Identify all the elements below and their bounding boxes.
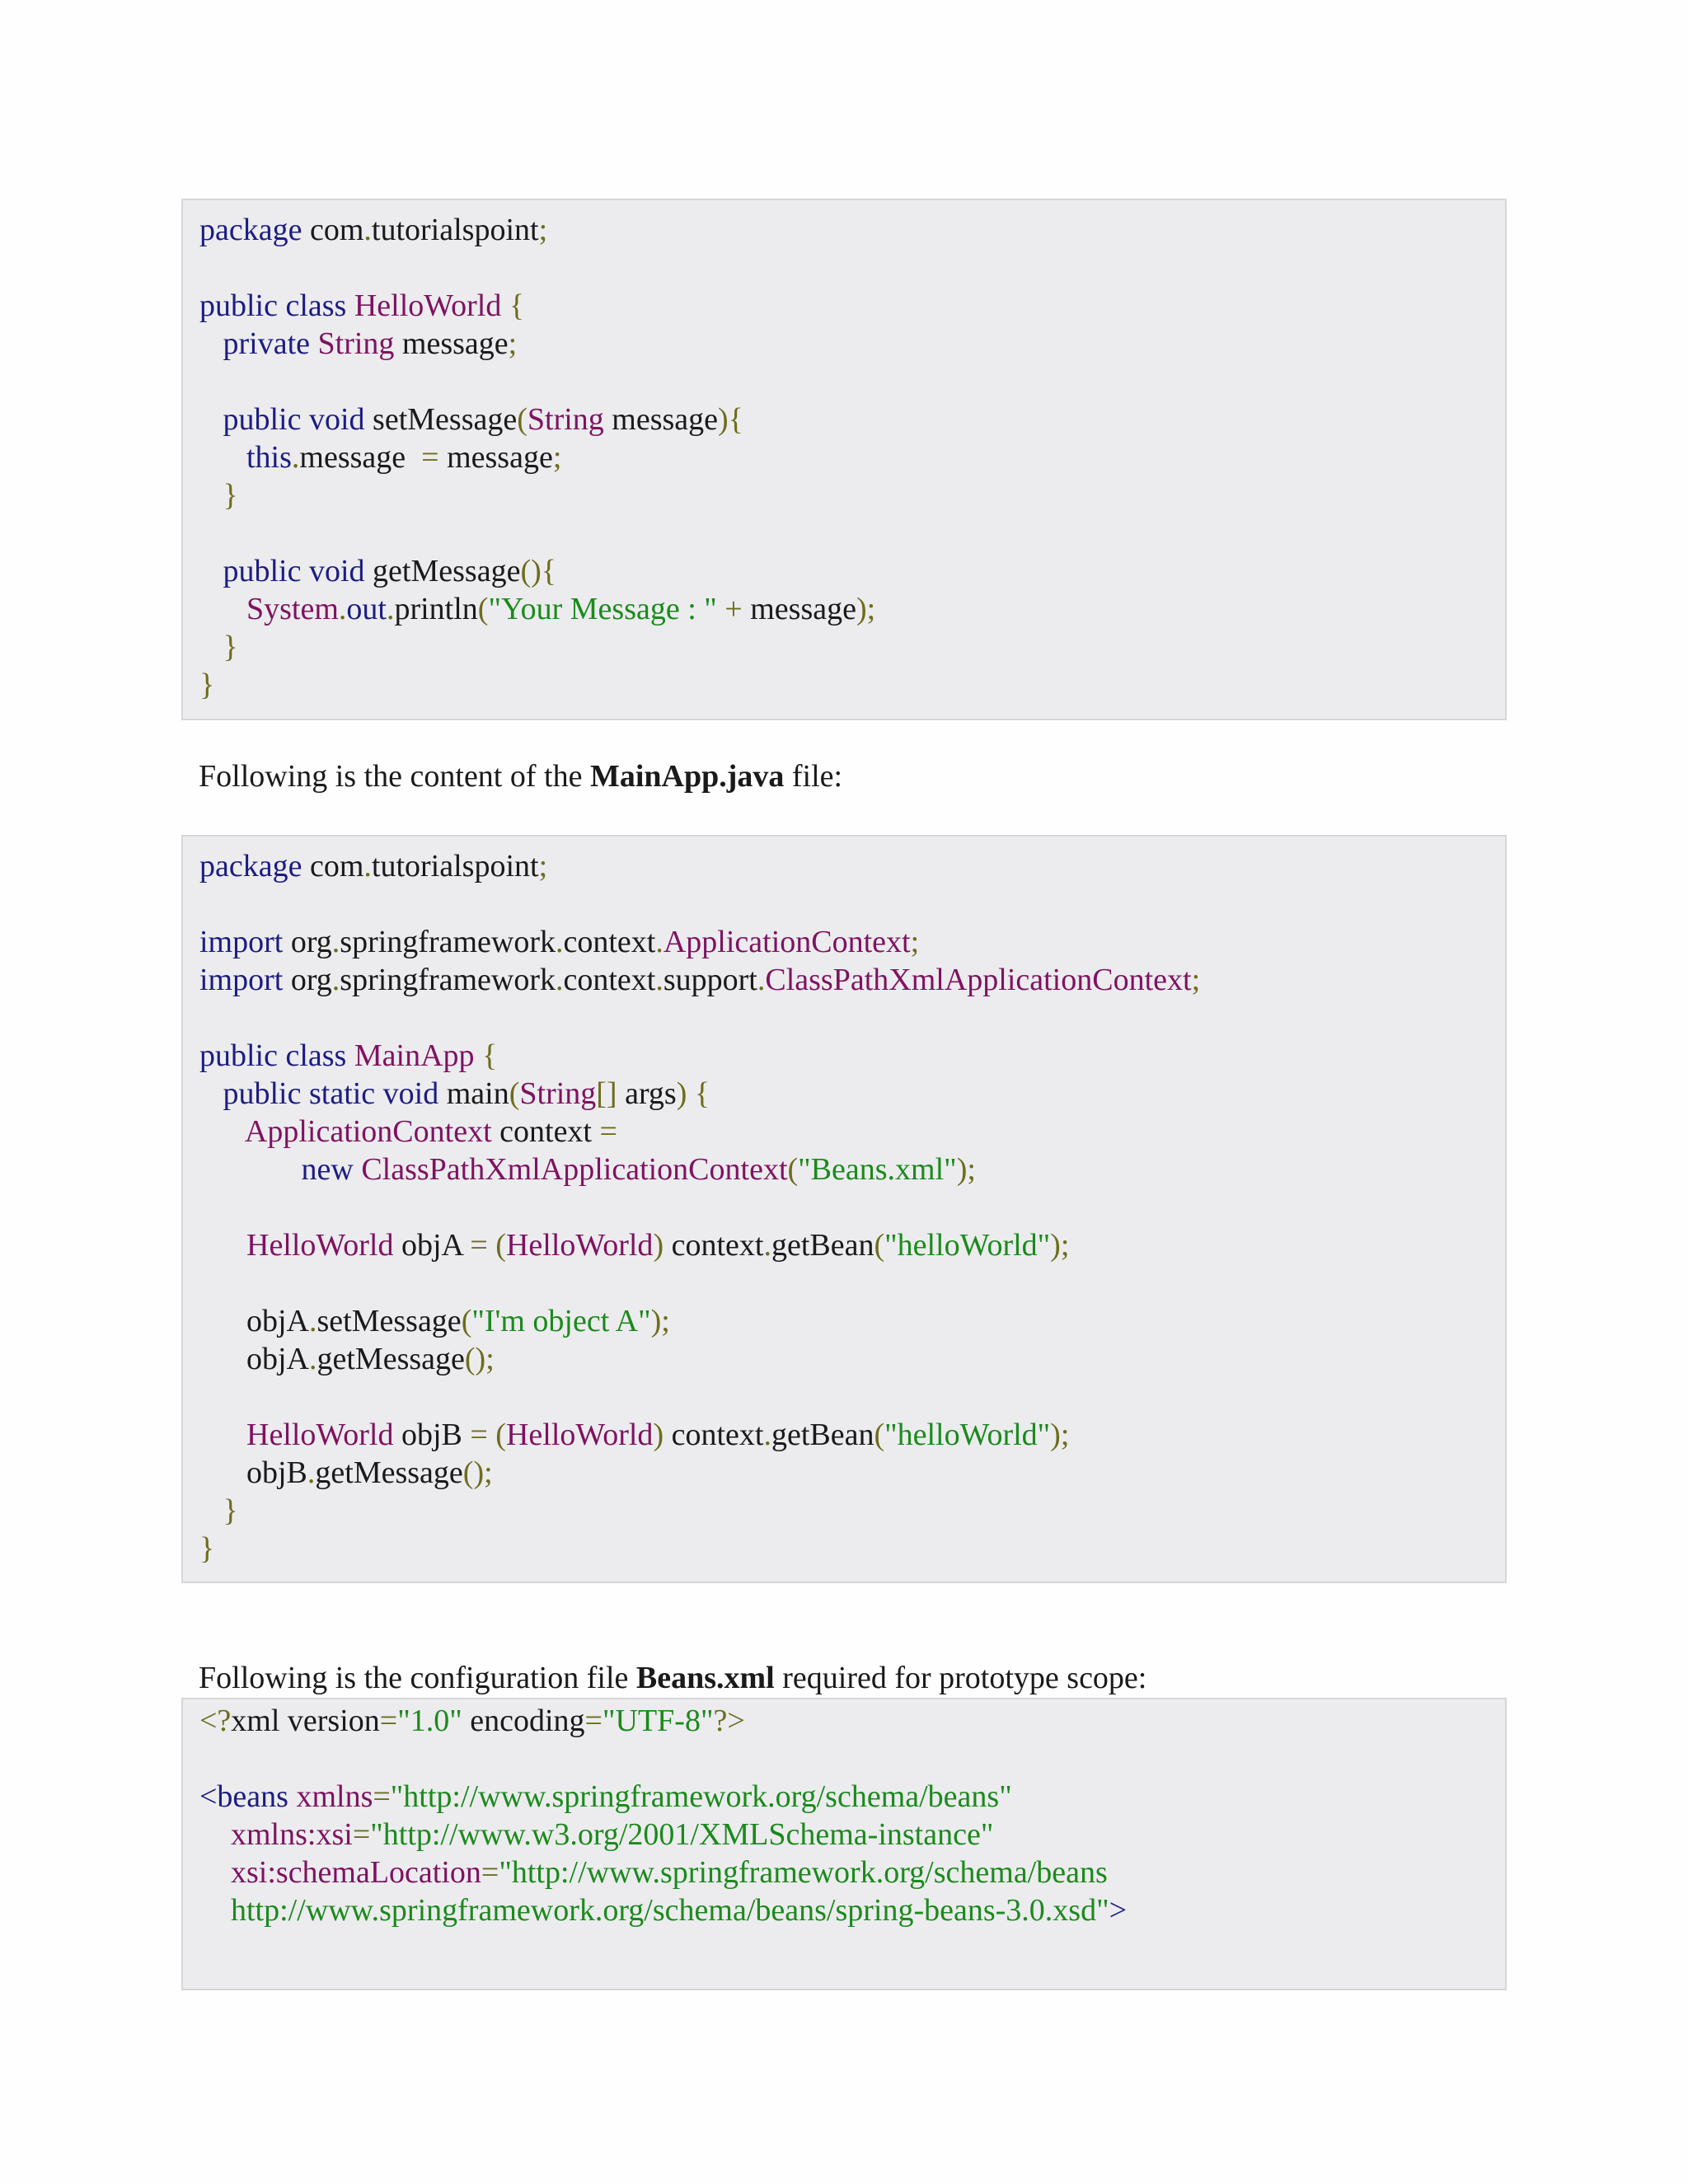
code-token: out [346, 592, 387, 626]
code-token: setMessage [316, 1304, 462, 1338]
code-token: ( [477, 592, 489, 626]
code-token: > [1109, 1893, 1128, 1928]
code-token: (); [464, 1342, 495, 1376]
code-token: { [501, 288, 525, 323]
code-token: . [307, 1455, 316, 1490]
code-line [199, 438, 1489, 476]
code-token: . [556, 963, 564, 997]
code-token: String [527, 402, 604, 437]
code-token: encoding [462, 1704, 585, 1738]
code-token: = [373, 1779, 391, 1814]
code-token: ; [552, 440, 562, 475]
code-token: public class [199, 1038, 354, 1073]
code-token [717, 592, 725, 626]
code-block-beans-xml [181, 1698, 1507, 1990]
code-line [199, 1740, 1489, 1778]
code-token: + [724, 592, 743, 626]
code-token: HelloWorld [246, 1418, 394, 1452]
code-token: xml version [231, 1704, 380, 1738]
code-token: } [199, 668, 215, 702]
code-line [199, 961, 1489, 999]
code-token: objB [199, 1455, 307, 1490]
code-token: . [363, 213, 372, 247]
code-token [199, 440, 246, 475]
code-line [199, 1264, 1489, 1302]
code-token: ); [650, 1304, 670, 1338]
code-token: } [223, 630, 238, 664]
code-token: (); [462, 1455, 493, 1490]
code-token: org [283, 925, 332, 959]
code-token: . [655, 963, 663, 997]
code-token: <beans [199, 1779, 297, 1814]
code-line [199, 1113, 1489, 1151]
code-line [199, 1816, 1489, 1854]
code-token: String [317, 326, 395, 361]
code-line [199, 628, 1489, 666]
code-token: xmlns [296, 1779, 373, 1814]
code-token: ( [874, 1418, 885, 1452]
code-token: context [491, 1114, 600, 1149]
code-token: = ( [470, 1228, 506, 1263]
code-token: MainApp [354, 1038, 475, 1073]
code-token: ClassPathXmlApplicationContext [361, 1152, 788, 1187]
code-token: getBean [771, 1418, 874, 1452]
code-line [199, 666, 1489, 704]
code-line [199, 249, 1489, 287]
code-token: springframework [340, 963, 556, 997]
code-token: support [663, 963, 757, 997]
code-line [199, 1378, 1489, 1416]
code-token: message [438, 440, 553, 475]
code-token: getMessage [316, 1342, 465, 1376]
code-token: HelloWorld [246, 1228, 394, 1263]
code-token: getMessage [315, 1455, 463, 1490]
code-token: package [199, 213, 302, 247]
code-token: { [474, 1038, 498, 1073]
code-token [199, 326, 223, 361]
code-token: ) { [676, 1076, 710, 1111]
code-token [199, 1076, 223, 1111]
code-token: com [302, 849, 364, 883]
code-token: "helloWorld" [884, 1418, 1051, 1452]
code-line [199, 1778, 1489, 1816]
code-token: new [301, 1152, 362, 1187]
code-token: = [481, 1855, 499, 1890]
code-line [199, 1302, 1489, 1340]
code-token: "I'm object A" [471, 1304, 651, 1338]
code-line [199, 1151, 1489, 1188]
code-token: ApplicationContext [663, 925, 911, 959]
code-line [199, 363, 1489, 401]
code-token: objA [199, 1342, 309, 1376]
code-token: "helloWorld" [884, 1228, 1051, 1263]
code-line [199, 1037, 1489, 1075]
code-token: ( [461, 1304, 472, 1338]
code-token: tutorialspoint [371, 213, 539, 247]
code-token: } [223, 478, 238, 513]
code-line [199, 847, 1489, 885]
code-line [199, 590, 1489, 628]
code-token: "http://www.springframework.org/schema/beans" [390, 1779, 1012, 1814]
code-token: "Your Message : " [488, 592, 717, 626]
code-token: public class [199, 288, 354, 323]
filename-beans-xml: Beans.xml [635, 1661, 775, 1695]
code-token [199, 1152, 302, 1187]
code-token: args [617, 1076, 677, 1111]
code-token: . [309, 1304, 317, 1338]
code-token: ( [874, 1228, 885, 1263]
code-token [199, 1228, 246, 1263]
code-token: public void [223, 554, 373, 588]
code-token: http://www.springframework.org/schema/beans/spring-beans-3.0.xsd" [199, 1893, 1109, 1928]
code-token: <? [199, 1704, 232, 1738]
code-token [199, 1114, 245, 1149]
code-token: ( [787, 1152, 799, 1187]
code-token [199, 478, 223, 513]
code-token: HelloWorld [354, 288, 502, 323]
code-token: } [223, 1493, 238, 1528]
paragraph-beans-intro [199, 1659, 1146, 1697]
code-token: . [763, 1228, 771, 1263]
code-token [199, 1493, 223, 1528]
filename-mainapp: MainApp.java [589, 759, 785, 794]
paragraph-mainapp-intro [199, 757, 842, 795]
code-token: . [291, 440, 300, 475]
code-token [199, 630, 223, 664]
code-block-mainapp [181, 835, 1507, 1583]
paragraph-text-end: file: [784, 759, 843, 794]
code-token: ){ [718, 402, 743, 437]
code-line [199, 1188, 1489, 1226]
code-token: . [331, 925, 340, 959]
code-token: objA [199, 1304, 309, 1338]
code-token: "http://www.springframework.org/schema/beans [499, 1855, 1108, 1890]
code-token: ); [956, 1152, 976, 1187]
code-line [199, 1492, 1489, 1530]
code-token: objB [393, 1418, 471, 1452]
code-token: = [421, 440, 439, 475]
code-line [199, 1854, 1489, 1891]
code-token: xmlns:xsi [231, 1817, 353, 1852]
code-token [199, 1418, 246, 1452]
code-token: tutorialspoint [371, 849, 539, 883]
code-token: println [394, 592, 478, 626]
code-token: = [584, 1704, 603, 1738]
code-token: = ( [470, 1418, 506, 1452]
code-token: [] [596, 1076, 617, 1111]
code-token: ( [509, 1076, 520, 1111]
code-token: this [246, 440, 292, 475]
code-token: getMessage [373, 554, 521, 588]
code-token [199, 1817, 231, 1852]
code-token: ; [910, 925, 920, 959]
code-token: message [742, 592, 856, 626]
code-line [199, 401, 1489, 438]
code-token: . [338, 592, 347, 626]
code-line [199, 211, 1489, 249]
code-token: import [199, 925, 284, 959]
code-token: ClassPathXmlApplicationContext [765, 963, 1192, 997]
code-token: . [331, 963, 340, 997]
code-token: ( [517, 402, 528, 437]
code-token: . [363, 849, 372, 883]
code-token: . [763, 1418, 771, 1452]
code-lines [199, 837, 1489, 1568]
code-token: ; [1191, 963, 1201, 997]
code-token [199, 1855, 231, 1890]
code-line [199, 287, 1489, 325]
code-token: = [379, 1704, 398, 1738]
code-token: String [519, 1076, 597, 1111]
code-token: = [352, 1817, 371, 1852]
code-token: ; [538, 849, 548, 883]
code-token: public void [223, 402, 373, 437]
code-token: getBean [771, 1228, 874, 1263]
code-line [199, 325, 1489, 363]
code-token: message [299, 440, 422, 475]
code-line [199, 1702, 1489, 1740]
code-token: private [223, 326, 318, 361]
paragraph-text: Following is the configuration file [199, 1661, 636, 1695]
code-token: context [563, 963, 656, 997]
code-token: ) [653, 1228, 664, 1263]
code-token: HelloWorld [505, 1228, 654, 1263]
code-token: HelloWorld [505, 1418, 654, 1452]
code-token: . [655, 925, 663, 959]
code-line [199, 1891, 1489, 1929]
code-token [199, 402, 223, 437]
code-token: = [599, 1114, 617, 1149]
code-line [199, 1454, 1489, 1492]
code-token: context [663, 1228, 764, 1263]
code-token: System [246, 592, 339, 626]
code-token: ); [856, 592, 876, 626]
code-lines [199, 1699, 1489, 1929]
code-token: ; [508, 326, 518, 361]
code-token: . [556, 925, 564, 959]
code-token: "http://www.w3.org/2001/XMLSchema-instance" [370, 1817, 994, 1852]
code-token: . [757, 963, 766, 997]
code-token: "UTF-8" [602, 1704, 714, 1738]
code-block-helloworld [181, 199, 1507, 720]
code-token: springframework [340, 925, 556, 959]
code-token: message [394, 326, 509, 361]
code-line [199, 552, 1489, 590]
code-token: setMessage [373, 402, 518, 437]
code-line [199, 514, 1489, 552]
code-line [199, 1340, 1489, 1378]
code-token: xsi:schemaLocation [231, 1855, 481, 1890]
code-token: ); [1050, 1228, 1070, 1263]
code-token: } [199, 1531, 215, 1566]
code-line [199, 1530, 1489, 1568]
code-token: "Beans.xml" [798, 1152, 957, 1187]
code-token: . [386, 592, 395, 626]
code-line [199, 1416, 1489, 1454]
code-token: ?> [713, 1704, 745, 1738]
paragraph-text-end: required for prototype scope: [774, 1661, 1147, 1695]
code-token: ); [1050, 1418, 1070, 1452]
code-line [199, 476, 1489, 514]
code-token: ) [653, 1418, 664, 1452]
code-line [199, 999, 1489, 1037]
code-token: main [446, 1076, 509, 1111]
paragraph-text: Following is the content of the [199, 759, 590, 794]
code-token: org [283, 963, 332, 997]
code-token: public static void [223, 1076, 447, 1111]
code-token: . [309, 1342, 317, 1376]
code-token: import [199, 963, 284, 997]
code-token: context [663, 1418, 764, 1452]
code-line [199, 885, 1489, 923]
code-token: context [563, 925, 656, 959]
code-token: "1.0" [397, 1704, 462, 1738]
code-token: ApplicationContext [244, 1114, 492, 1149]
code-token: (){ [520, 554, 556, 588]
code-token: message [603, 402, 719, 437]
code-token [199, 554, 223, 588]
code-token: ; [538, 213, 548, 247]
code-lines [199, 200, 1489, 704]
code-token: objA [393, 1228, 471, 1263]
code-token: package [199, 849, 302, 883]
code-line [199, 1226, 1489, 1264]
code-token [199, 592, 246, 626]
code-line [199, 1075, 1489, 1113]
code-token: com [302, 213, 364, 247]
code-line [199, 923, 1489, 961]
